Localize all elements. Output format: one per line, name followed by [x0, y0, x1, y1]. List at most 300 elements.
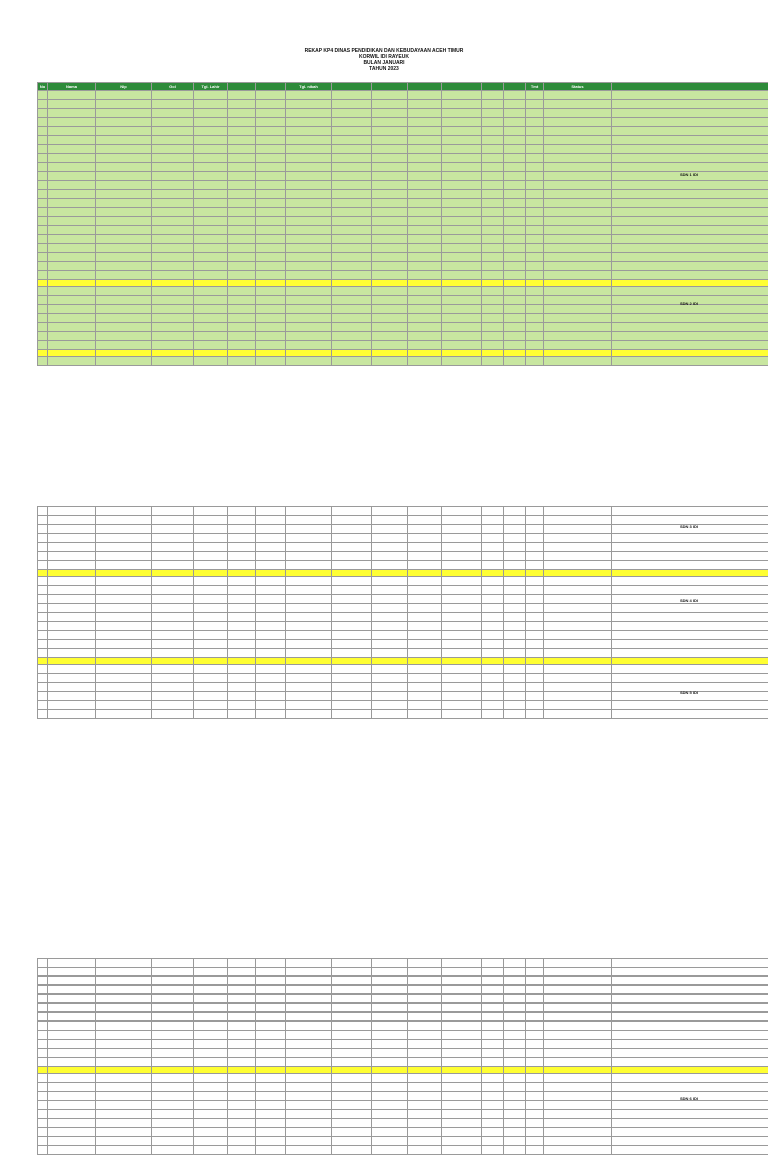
table-cell: [332, 1022, 372, 1031]
table-cell: [544, 190, 612, 199]
table-cell: [286, 109, 332, 118]
table-cell: [442, 534, 482, 543]
table-row: [38, 1058, 768, 1067]
table-cell: [152, 1058, 194, 1067]
table-cell: [442, 543, 482, 552]
table-cell: [194, 208, 228, 217]
table-cell: [504, 674, 526, 683]
row-number-cell: [38, 631, 48, 640]
table-cell: [408, 109, 442, 118]
table-cell: [372, 100, 408, 109]
table-cell: [256, 1128, 286, 1137]
table-cell: [152, 217, 194, 226]
table-cell: [194, 226, 228, 235]
table-cell: [96, 534, 152, 543]
table-cell: [286, 543, 332, 552]
table-cell: [482, 1083, 504, 1092]
table-cell: [372, 577, 408, 586]
table-cell: [48, 350, 96, 357]
table-cell: [372, 525, 408, 534]
table-cell: [526, 305, 544, 314]
table-cell: [504, 127, 526, 136]
table-cell: [544, 305, 612, 314]
table-cell: [482, 570, 504, 577]
table-cell: [504, 507, 526, 516]
table-cell: [48, 305, 96, 314]
table-cell: [612, 226, 768, 235]
table-cell: [372, 91, 408, 100]
table-cell: [544, 525, 612, 534]
table-cell: [504, 1031, 526, 1040]
table-cell: [194, 323, 228, 332]
table-cell: [228, 994, 256, 1003]
table-cell: [504, 262, 526, 271]
row-number-cell: [38, 154, 48, 163]
table-cell: [152, 516, 194, 525]
table-cell: [372, 154, 408, 163]
table-cell: [228, 595, 256, 604]
table-cell: [256, 994, 286, 1003]
table-cell: [194, 100, 228, 109]
table-cell: [482, 1092, 504, 1101]
table-cell: [96, 1083, 152, 1092]
table-cell: [228, 181, 256, 190]
table-cell: [526, 1128, 544, 1137]
table-row: [38, 341, 768, 350]
table-cell: [194, 1003, 228, 1012]
table-cell: [332, 692, 372, 701]
table-cell: [286, 631, 332, 640]
table-cell: [504, 959, 526, 968]
table-cell: [372, 701, 408, 710]
table-cell: [372, 341, 408, 350]
table-cell: [152, 994, 194, 1003]
table-cell: [482, 692, 504, 701]
table-cell: [194, 235, 228, 244]
table-cell: [152, 665, 194, 674]
table-cell: [442, 1031, 482, 1040]
table-cell: [408, 959, 442, 968]
table-cell: [152, 1003, 194, 1012]
table-cell: [612, 118, 768, 127]
row-number-cell: [38, 1049, 48, 1058]
table-cell: [482, 118, 504, 127]
table-cell: [442, 1146, 482, 1155]
table-cell: [482, 280, 504, 287]
table-cell: [48, 1083, 96, 1092]
table-cell: [332, 314, 372, 323]
table-cell: [332, 1049, 372, 1058]
table-cell: [612, 1012, 768, 1021]
table-row: [38, 154, 768, 163]
table-cell: [612, 199, 768, 208]
table-cell: [96, 1110, 152, 1119]
table-cell: [152, 959, 194, 968]
table-cell: [228, 1012, 256, 1021]
table-cell: [526, 976, 544, 985]
row-number-cell: [38, 683, 48, 692]
section-divider: [38, 570, 768, 577]
table-row: [38, 525, 768, 534]
table-cell: [408, 552, 442, 561]
table-row: [38, 1022, 768, 1031]
table-cell: [544, 226, 612, 235]
table-cell: [372, 1003, 408, 1012]
table-cell: [612, 280, 768, 287]
table-cell: [96, 1031, 152, 1040]
table-cell: [228, 1067, 256, 1074]
table-cell: [544, 1049, 612, 1058]
table-cell: [526, 631, 544, 640]
table-cell: [194, 244, 228, 253]
table-cell: [526, 172, 544, 181]
table-cell: [372, 1022, 408, 1031]
table-cell: [256, 640, 286, 649]
table-cell: [332, 172, 372, 181]
table-cell: [256, 604, 286, 613]
table-cell: [152, 507, 194, 516]
table-cell: [504, 976, 526, 985]
table-cell: [48, 100, 96, 109]
table-cell: [372, 561, 408, 570]
table-row: [38, 1083, 768, 1092]
table-cell: [372, 136, 408, 145]
table-cell: [612, 357, 768, 366]
row-number-cell: [38, 1083, 48, 1092]
table-cell: [256, 323, 286, 332]
table-cell: [372, 1049, 408, 1058]
table-cell: [482, 1040, 504, 1049]
table-cell: [228, 357, 256, 366]
column-header: Tgl. Lahir: [194, 83, 228, 91]
table-cell: [152, 190, 194, 199]
table-cell: [372, 613, 408, 622]
table-cell: [442, 1110, 482, 1119]
table-cell: [152, 649, 194, 658]
table-cell: [96, 1146, 152, 1155]
table-cell: [256, 100, 286, 109]
table-cell: [332, 190, 372, 199]
table-cell: [482, 622, 504, 631]
table-cell: [332, 305, 372, 314]
table-cell: [228, 253, 256, 262]
table-row: [38, 226, 768, 235]
row-number-cell: [38, 1067, 48, 1074]
table-cell: [48, 692, 96, 701]
table-cell: [408, 1067, 442, 1074]
row-number-cell: [38, 552, 48, 561]
table-cell: [612, 959, 768, 968]
table-cell: [544, 1101, 612, 1110]
table-cell: [194, 622, 228, 631]
table-cell: [286, 1101, 332, 1110]
table-cell: [442, 976, 482, 985]
table-cell: [372, 516, 408, 525]
table-cell: [256, 262, 286, 271]
table-row: [38, 552, 768, 561]
table-cell: [482, 701, 504, 710]
table-cell: [48, 1110, 96, 1119]
table-cell: [48, 208, 96, 217]
data-table: [37, 975, 768, 1021]
table-cell: [372, 1092, 408, 1101]
table-cell: [544, 701, 612, 710]
table-cell: [408, 683, 442, 692]
row-number-cell: [38, 1146, 48, 1155]
table-row: [38, 577, 768, 586]
table-cell: [256, 109, 286, 118]
table-cell: [228, 1049, 256, 1058]
table-cell: [152, 127, 194, 136]
table-cell: [544, 127, 612, 136]
table-cell: [194, 1012, 228, 1021]
row-number-cell: [38, 296, 48, 305]
table-cell: [442, 658, 482, 665]
table-cell: [256, 586, 286, 595]
table-cell: [286, 658, 332, 665]
table-cell: [526, 543, 544, 552]
table-cell: [408, 305, 442, 314]
table-cell: [482, 341, 504, 350]
table-cell: [482, 1058, 504, 1067]
column-header: [442, 83, 482, 91]
table-row: [38, 701, 768, 710]
row-number-cell: [38, 226, 48, 235]
table-row: [38, 1137, 768, 1146]
table-cell: [544, 100, 612, 109]
table-cell: [408, 1049, 442, 1058]
table-cell: [372, 145, 408, 154]
table-cell: [408, 1003, 442, 1012]
table-cell: [408, 1092, 442, 1101]
table-cell: [332, 154, 372, 163]
table-cell: [194, 658, 228, 665]
table-cell: [228, 683, 256, 692]
table-cell: [372, 287, 408, 296]
table-cell: [332, 109, 372, 118]
table-cell: [442, 570, 482, 577]
table-cell: [228, 1058, 256, 1067]
table-cell: [544, 692, 612, 701]
table-cell: [544, 1119, 612, 1128]
table-cell: [504, 1092, 526, 1101]
table-row: [38, 332, 768, 341]
table-cell: [332, 253, 372, 262]
table-cell: [504, 357, 526, 366]
table-cell: [442, 552, 482, 561]
table-cell: [526, 323, 544, 332]
table-cell: [194, 341, 228, 350]
table-cell: [482, 1049, 504, 1058]
table-cell: [372, 305, 408, 314]
table-cell: [442, 994, 482, 1003]
table-cell: [48, 1092, 96, 1101]
table-cell: [442, 253, 482, 262]
table-cell: [526, 701, 544, 710]
table-cell: [228, 136, 256, 145]
table-cell: [442, 217, 482, 226]
table-cell: [504, 118, 526, 127]
table-cell: [332, 622, 372, 631]
table-cell: [504, 244, 526, 253]
table-cell: [194, 287, 228, 296]
table-cell: [544, 1058, 612, 1067]
table-cell: [96, 1003, 152, 1012]
table-cell: [504, 1058, 526, 1067]
row-number-cell: [38, 622, 48, 631]
table-cell: [194, 516, 228, 525]
row-number-cell: [38, 994, 48, 1003]
table-cell: [372, 1146, 408, 1155]
table-cell: [256, 1074, 286, 1083]
table-cell: [526, 1022, 544, 1031]
table-cell: [48, 341, 96, 350]
table-cell: [544, 622, 612, 631]
row-number-cell: [38, 613, 48, 622]
table-cell: [48, 287, 96, 296]
table-cell: [228, 350, 256, 357]
table-cell: [256, 305, 286, 314]
table-cell: [194, 350, 228, 357]
table-cell: [372, 1067, 408, 1074]
table-cell: [286, 534, 332, 543]
table-row: [38, 586, 768, 595]
table-cell: [194, 985, 228, 994]
school-group-label: SDN 1 IDI: [680, 172, 698, 177]
table-cell: [332, 100, 372, 109]
table-cell: [612, 674, 768, 683]
table-cell: [544, 1067, 612, 1074]
table-cell: [48, 1031, 96, 1040]
table-cell: [332, 136, 372, 145]
table-cell: [96, 701, 152, 710]
school-group-label: SDN 5 IDI: [680, 690, 698, 695]
table-row: [38, 190, 768, 199]
table-cell: [408, 341, 442, 350]
table-cell: [482, 163, 504, 172]
table-cell: [408, 208, 442, 217]
table-cell: [544, 1083, 612, 1092]
table-cell: [48, 1101, 96, 1110]
table-cell: [482, 136, 504, 145]
table-cell: [612, 1119, 768, 1128]
table-cell: [482, 154, 504, 163]
table-cell: [96, 1092, 152, 1101]
table-cell: [256, 595, 286, 604]
table-cell: [526, 118, 544, 127]
table-cell: [372, 357, 408, 366]
table-cell: [228, 341, 256, 350]
table-cell: [48, 314, 96, 323]
table-cell: [526, 244, 544, 253]
table-cell: [442, 332, 482, 341]
table-cell: [612, 341, 768, 350]
table-cell: [96, 357, 152, 366]
row-number-cell: [38, 262, 48, 271]
table-cell: [504, 91, 526, 100]
table-cell: [48, 1003, 96, 1012]
row-number-cell: [38, 235, 48, 244]
table-cell: [482, 172, 504, 181]
table-row: [38, 1012, 768, 1021]
table-cell: [372, 710, 408, 719]
table-cell: [228, 631, 256, 640]
table-cell: [612, 127, 768, 136]
table-cell: [286, 271, 332, 280]
table-cell: [48, 976, 96, 985]
table-cell: [228, 217, 256, 226]
table-cell: [526, 332, 544, 341]
table-cell: [228, 199, 256, 208]
table-cell: [48, 332, 96, 341]
table-cell: [256, 145, 286, 154]
table-cell: [286, 701, 332, 710]
table-cell: [256, 1031, 286, 1040]
row-number-cell: [38, 145, 48, 154]
table-cell: [152, 287, 194, 296]
table-cell: [482, 145, 504, 154]
table-cell: [152, 172, 194, 181]
table-cell: [442, 649, 482, 658]
row-number-cell: [38, 959, 48, 968]
table-cell: [442, 604, 482, 613]
table-cell: [372, 1083, 408, 1092]
table-cell: [544, 640, 612, 649]
table-cell: [152, 674, 194, 683]
table-cell: [504, 1049, 526, 1058]
table-cell: [442, 145, 482, 154]
table-cell: [48, 1049, 96, 1058]
table-cell: [48, 665, 96, 674]
table-cell: [228, 244, 256, 253]
table-cell: [526, 235, 544, 244]
table-cell: [194, 710, 228, 719]
table-cell: [152, 1092, 194, 1101]
table-cell: [612, 622, 768, 631]
table-cell: [256, 1058, 286, 1067]
table-row: [38, 1092, 768, 1101]
table-cell: [544, 1040, 612, 1049]
table-cell: [194, 994, 228, 1003]
table-cell: [48, 570, 96, 577]
table-cell: [504, 710, 526, 719]
table-cell: [228, 145, 256, 154]
table-cell: [48, 271, 96, 280]
table-cell: [442, 357, 482, 366]
table-cell: [544, 994, 612, 1003]
row-number-cell: [38, 163, 48, 172]
table-cell: [612, 271, 768, 280]
row-number-cell: [38, 976, 48, 985]
table-cell: [408, 235, 442, 244]
table-row: [38, 631, 768, 640]
table-cell: [152, 1031, 194, 1040]
table-cell: [544, 145, 612, 154]
table-cell: [96, 226, 152, 235]
table-cell: [228, 226, 256, 235]
table-cell: [526, 534, 544, 543]
column-header: Tmt: [526, 83, 544, 91]
table-cell: [544, 683, 612, 692]
table-cell: [194, 525, 228, 534]
table-section: [37, 975, 747, 1021]
table-cell: [526, 1012, 544, 1021]
table-cell: [48, 217, 96, 226]
table-cell: [332, 595, 372, 604]
table-cell: [228, 332, 256, 341]
table-cell: [612, 314, 768, 323]
table-cell: [526, 1083, 544, 1092]
